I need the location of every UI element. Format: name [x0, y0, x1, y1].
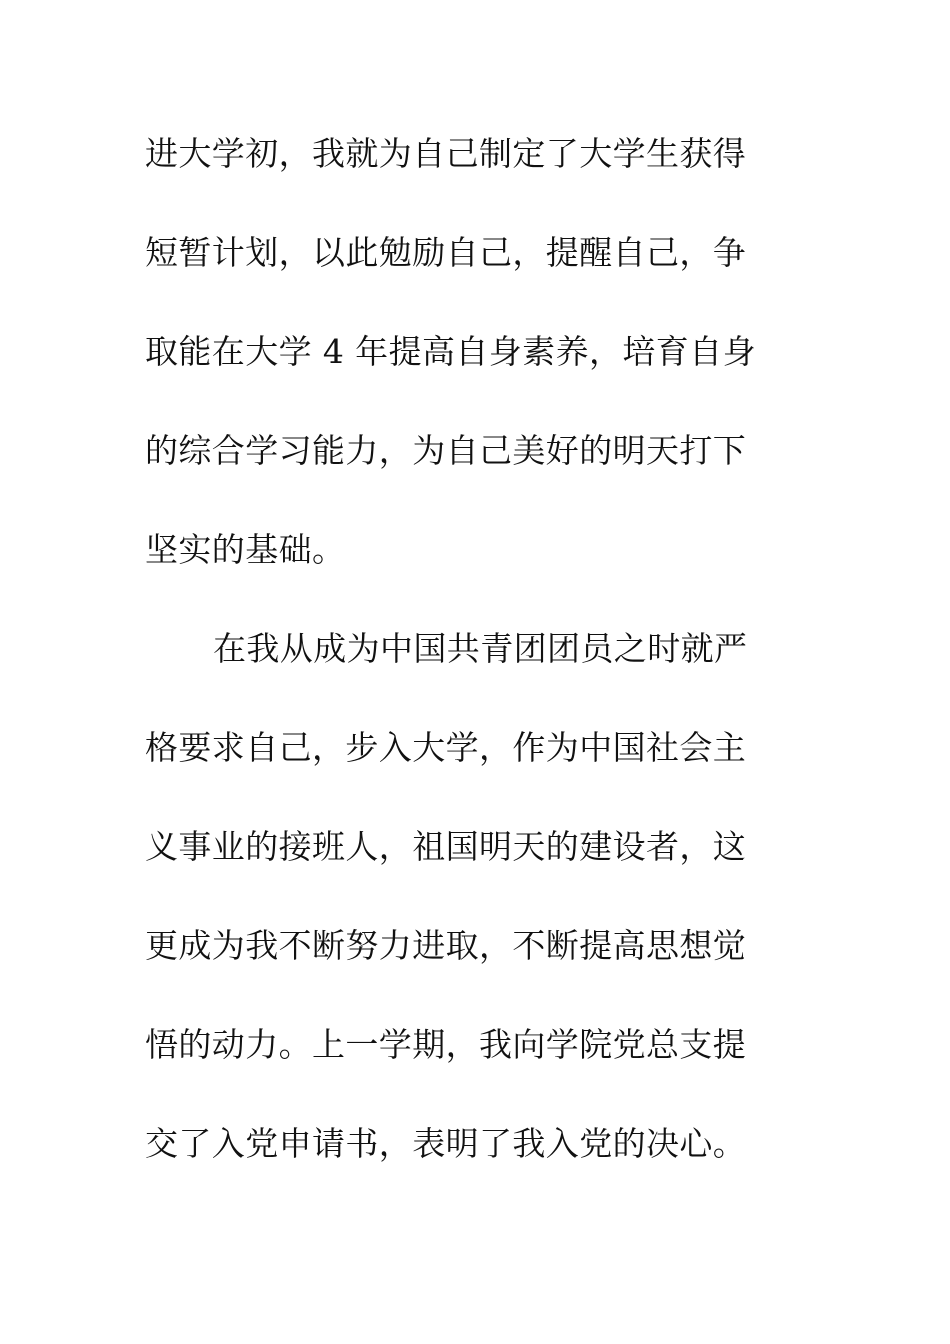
paragraph-line: 取能在大学 4 年提高自身素养，培育自身	[145, 332, 756, 371]
paragraph-line: 的综合学习能力，为自己美好的明天打下	[145, 431, 747, 470]
paragraph-line: 在我从成为中国共青团团员之时就严	[213, 629, 748, 668]
document-body	[145, 126, 785, 1215]
paragraph-line: 坚实的基础。	[145, 530, 346, 569]
paragraph-line: 交了入党申请书，表明了我入党的决心。	[145, 1124, 747, 1163]
paragraph-line: 短暂计划，以此勉励自己，提醒自己，争	[145, 233, 747, 272]
paragraph-1	[145, 126, 785, 621]
paragraph-line: 悟的动力。上一学期，我向学院党总支提	[145, 1025, 747, 1064]
paragraph-2	[145, 621, 785, 1215]
paragraph-line: 进大学初，我就为自己制定了大学生获得	[145, 134, 747, 173]
paragraph-line: 格要求自己，步入大学，作为中国社会主	[145, 728, 747, 767]
paragraph-line: 义事业的接班人，祖国明天的建设者，这	[145, 827, 747, 866]
paragraph-line: 更成为我不断努力进取，不断提高思想觉	[145, 926, 747, 965]
